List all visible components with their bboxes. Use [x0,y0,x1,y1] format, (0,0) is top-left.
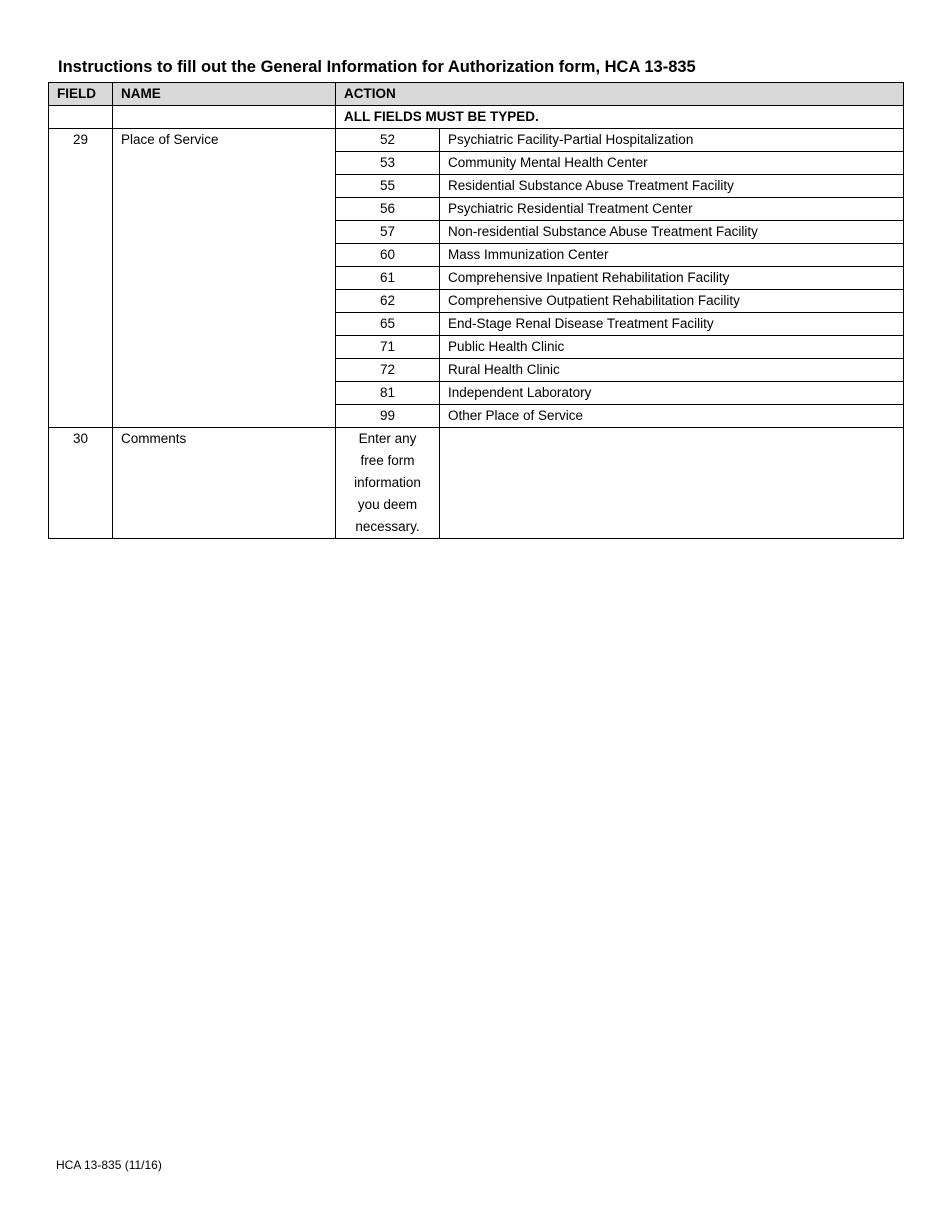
service-description: Independent Laboratory [440,382,904,405]
note-empty-cell [113,106,336,129]
comments-action [336,428,440,539]
service-code: 65 [336,313,440,336]
service-description: Non-residential Substance Abuse Treatment Facility [440,221,904,244]
service-code: 52 [336,129,440,152]
service-code: 57 [336,221,440,244]
field-name: Comments [113,428,336,539]
service-description: Residential Substance Abuse Treatment Facility [440,175,904,198]
service-description: Comprehensive Inpatient Rehabilitation Facility [440,267,904,290]
service-description: Public Health Clinic [440,336,904,359]
service-code: 53 [336,152,440,175]
header-action: ACTION [336,83,904,106]
all-fields-note: ALL FIELDS MUST BE TYPED. [336,106,904,129]
service-description: Rural Health Clinic [440,359,904,382]
field-name: Place of Service [113,129,336,428]
comments-action-line: necessary. [355,519,420,534]
service-description: Psychiatric Facility-Partial Hospitalization [440,129,904,152]
comments-action-line: free form [360,453,415,468]
service-code: 72 [336,359,440,382]
note-empty-cell [49,106,113,129]
form-footer: HCA 13-835 (11/16) [56,1158,162,1172]
page-title: Instructions to fill out the General Information for Authorization form, HCA 13-835 [58,58,696,76]
service-description: End-Stage Renal Disease Treatment Facility [440,313,904,336]
service-code: 99 [336,405,440,428]
note-row [49,106,904,129]
field-number: 29 [49,129,113,428]
service-code: 62 [336,290,440,313]
service-description: Community Mental Health Center [440,152,904,175]
service-code: 71 [336,336,440,359]
service-code: 61 [336,267,440,290]
service-description: Mass Immunization Center [440,244,904,267]
header-name: NAME [113,83,336,106]
service-code: 55 [336,175,440,198]
comments-empty-cell [440,428,904,539]
service-code: 60 [336,244,440,267]
comments-action-line: information [354,475,421,490]
instructions-table [48,82,904,539]
table-row [49,428,904,539]
service-description: Comprehensive Outpatient Rehabilitation Facility [440,290,904,313]
service-description: Other Place of Service [440,405,904,428]
service-description: Psychiatric Residential Treatment Center [440,198,904,221]
service-code: 56 [336,198,440,221]
service-code: 81 [336,382,440,405]
field-number: 30 [49,428,113,539]
table-row [49,129,904,152]
comments-action-line: Enter any [358,431,417,446]
header-row [49,83,904,106]
comments-action-line: you deem [357,497,418,512]
header-field: FIELD [49,83,113,106]
